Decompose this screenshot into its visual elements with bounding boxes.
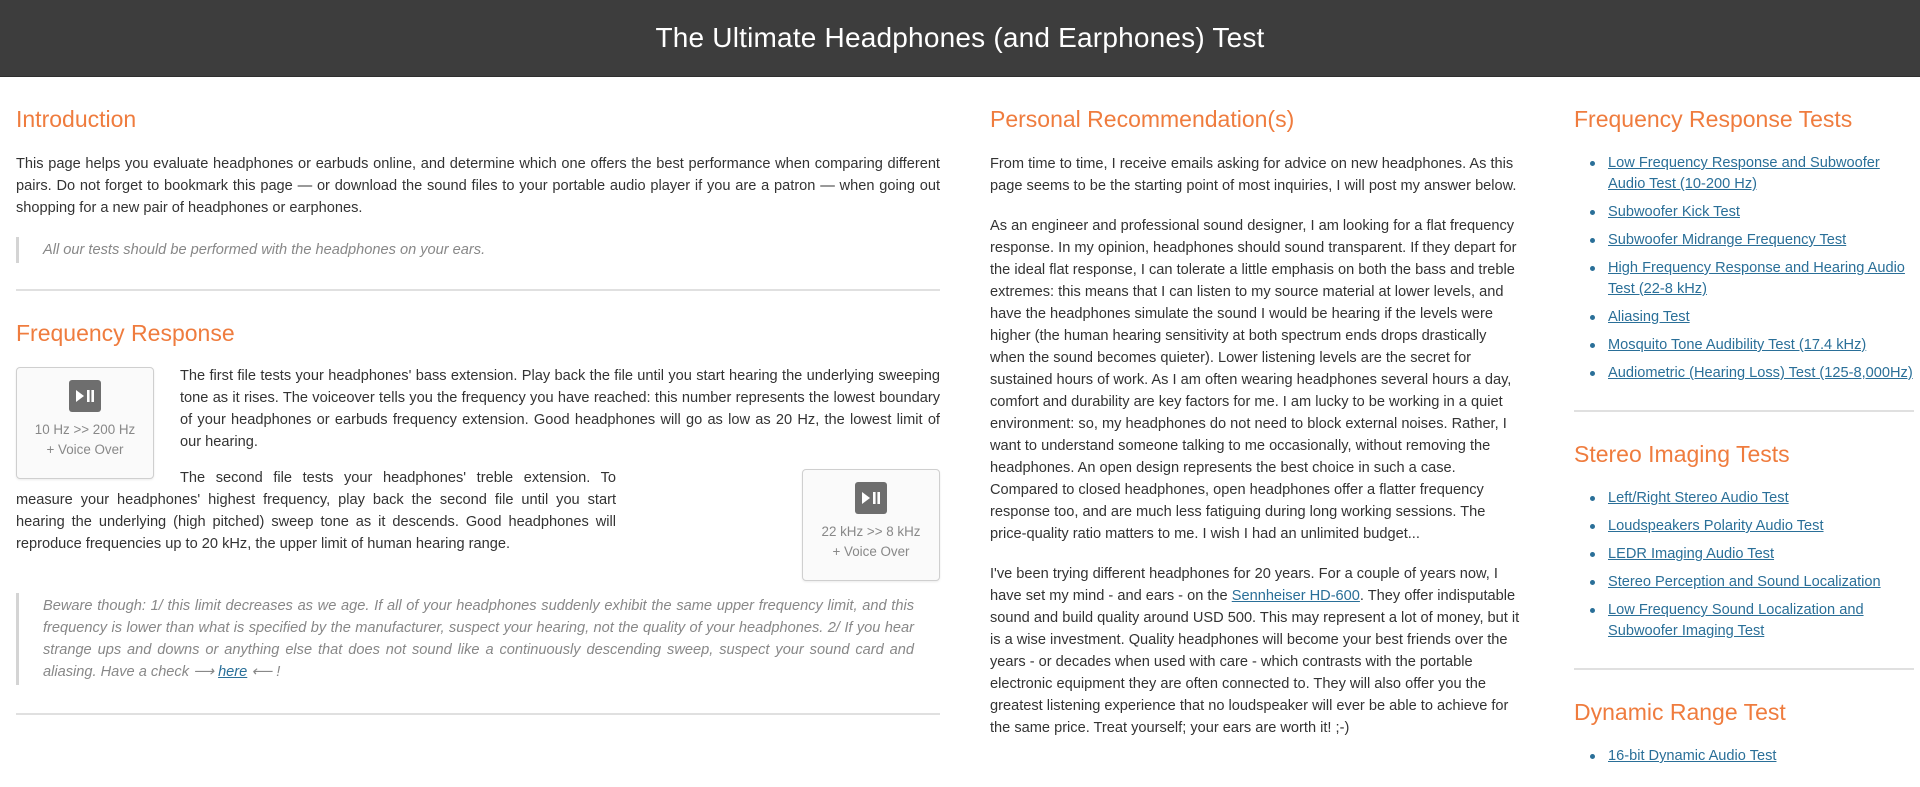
list-item <box>1588 600 1914 642</box>
warning-tail: ⟵ ! <box>247 664 281 680</box>
page-title: The Ultimate Headphones (and Earphones) Test <box>655 22 1265 53</box>
sidebar <box>1574 77 1914 774</box>
bass-sweep-player[interactable] <box>16 367 154 479</box>
player-caption <box>822 522 921 562</box>
list-item <box>1588 335 1914 356</box>
player-range: 22 kHz >> 8 kHz <box>821 524 921 539</box>
treble-test-text <box>16 467 778 555</box>
sennheiser-link[interactable]: Sennheiser HD-600 <box>1231 588 1360 604</box>
freq-response-block <box>16 367 940 593</box>
player-voiceover: + Voice Over <box>832 544 910 559</box>
dynamic-test-link[interactable]: 16-bit Dynamic Audio Test <box>1608 748 1777 764</box>
freq-test-link[interactable]: High Frequency Response and Hearing Audio Test (22-8 kHz) <box>1608 260 1905 297</box>
treble-sweep-player[interactable] <box>802 469 940 581</box>
list-item <box>1588 572 1914 593</box>
play-pause-icon[interactable] <box>855 482 887 514</box>
player-range: 10 Hz >> 200 Hz <box>34 422 136 437</box>
recommendation-choice <box>990 563 1524 739</box>
freq-response-heading: Frequency Response <box>16 320 235 346</box>
top-header-bar <box>0 0 1920 77</box>
list-item <box>1588 202 1914 223</box>
list-item <box>1588 516 1914 537</box>
list-item <box>1588 307 1914 328</box>
freq-tests-heading: Frequency Response Tests <box>1574 106 1853 132</box>
list-item <box>1588 153 1914 195</box>
list-item <box>1588 488 1914 509</box>
list-item <box>1588 258 1914 300</box>
stereo-test-link[interactable]: LEDR Imaging Audio Test <box>1608 546 1775 562</box>
list-item <box>1588 363 1914 384</box>
freq-test-link[interactable]: Subwoofer Midrange Frequency Test <box>1608 232 1847 248</box>
intro-quote: All our tests should be performed with the headphones on your ears. <box>16 237 940 263</box>
list-item <box>1588 230 1914 251</box>
aliasing-check-link[interactable]: here <box>218 664 248 680</box>
dynamic-tests-list <box>1588 746 1914 767</box>
play-pause-icon[interactable] <box>69 380 101 412</box>
player-voiceover: + Voice Over <box>46 442 124 457</box>
stereo-tests-list <box>1588 488 1914 642</box>
choice-text-after: . They offer indisputable sound and build quality around USD 500. This may represent a lot of money, but it is a wise investment. Quality headphones will become your best friends over the years - or decades when used with care - which contrasts with the portable electronic equipment they are often connected to. They will also offer you the greatest listening experience that no loudspeaker will ever be able to achieve for the same price. Treat yourself; your ears are worth it! ;-) <box>990 588 1520 736</box>
stereo-test-link[interactable]: Stereo Perception and Sound Localization <box>1608 574 1881 590</box>
aliasing-warning-quote <box>16 593 940 685</box>
list-item <box>1588 544 1914 565</box>
choice-text-before: I've been trying different headphones for 20 years. For a couple of years now, I have set my mind - and ears - on the <box>990 566 1498 604</box>
intro-heading: Introduction <box>16 106 137 132</box>
freq-test-link[interactable]: Mosquito Tone Audibility Test (17.4 kHz) <box>1608 337 1867 353</box>
content-columns <box>0 77 1920 787</box>
stereo-test-link[interactable]: Left/Right Stereo Audio Test <box>1608 490 1789 506</box>
sidebar-divider <box>1574 668 1914 670</box>
stereo-test-link[interactable]: Loudspeakers Polarity Audio Test <box>1608 518 1824 534</box>
bass-test-text: The first file tests your headphones' bass extension. Play back the file until you start hearing the underlying sweeping tone as it rises. The voiceover tells you the frequency you have reached: this number represents the lowest boundary of your headphones or earbuds frequency extension. Good headphones will go as low as 20 Hz, the lowest limit of our hearing. <box>180 368 940 450</box>
player-caption <box>35 420 136 460</box>
section-divider <box>16 713 940 715</box>
stereo-tests-heading: Stereo Imaging Tests <box>1574 441 1790 467</box>
dynamic-tests-heading: Dynamic Range Test <box>1574 699 1786 725</box>
recommendation-column <box>990 77 1524 757</box>
freq-test-link[interactable]: Subwoofer Kick Test <box>1608 204 1740 220</box>
main-column <box>16 77 940 715</box>
recommendation-requirements: As an engineer and professional sound designer, I am looking for a flat frequency response. In my opinion, headphones should sound transparent. If they depart for the ideal flat response, I can tolerate a little emphasis on both the bass and treble extremes: this means that I can listen to my source material at lower levels, and have the headphones simulate the sound I would be hearing if the levels were higher (the human hearing sensitivity at both spectrum ends drops drastically when the sound becomes quieter). Lower listening levels are the secret for sustained hours of work. As I am often wearing headphones several hours a day, comfort and durability are key factors for me. I am lucky to be working in a quiet environment: so, my headphones do not need to block external noises. Rather, I want to understand someone talking to me occasionally, without removing the headphones. An open design represents the best choice in such a case. Compared to closed headphones, open headphones offer a flatter frequency response too, and are much less fatiguing during long working sessions. The price-quality ratio matters to me. I wish I had an unlimited budget... <box>990 218 1517 542</box>
warning-text: Beware though: 1/ this limit decreases as we age. If all of your headphones suddenly exhibit the same upper frequency limit, and this frequency is lower than what is specified by the manufacturer, suspect your hearing, not the quality of your headphones. 2/ If you hear strange ups and downs or anything else that does not sound like a continuously descending sweep, suspect your sound card and aliasing. Have a check ⟶ <box>43 598 914 680</box>
freq-test-link[interactable]: Audiometric (Hearing Loss) Test (125-8,000Hz) <box>1608 365 1913 381</box>
intro-text: This page helps you evaluate headphones or earbuds online, and determine which one offers the best performance when comparing different pairs. Do not forget to bookmark this page — or download the sound files to your portable audio player if you are a patron — when going out shopping for a new pair of headphones or earphones. <box>16 156 940 216</box>
sidebar-divider <box>1574 410 1914 412</box>
recommendation-heading: Personal Recommendation(s) <box>990 106 1295 132</box>
list-item <box>1588 746 1914 767</box>
freq-test-link[interactable]: Aliasing Test <box>1608 309 1690 325</box>
freq-test-link[interactable]: Low Frequency Response and Subwoofer Audio Test (10-200 Hz) <box>1608 155 1880 192</box>
freq-tests-list <box>1588 153 1914 384</box>
treble-test-copy: The second file tests your headphones' treble extension. To measure your headphones' highest frequency, play back the second file until you start hearing the underlying (high pitched) sweep tone as it descends. Good headphones will reproduce frequencies up to 20 kHz, the upper limit of human hearing range. <box>16 470 616 552</box>
recommendation-intro: From time to time, I receive emails asking for advice on new headphones. As this page seems to be the starting point of most inquiries, I will post my answer below. <box>990 156 1517 194</box>
stereo-test-link[interactable]: Low Frequency Sound Localization and Subwoofer Imaging Test <box>1608 602 1864 639</box>
section-divider <box>16 289 940 291</box>
